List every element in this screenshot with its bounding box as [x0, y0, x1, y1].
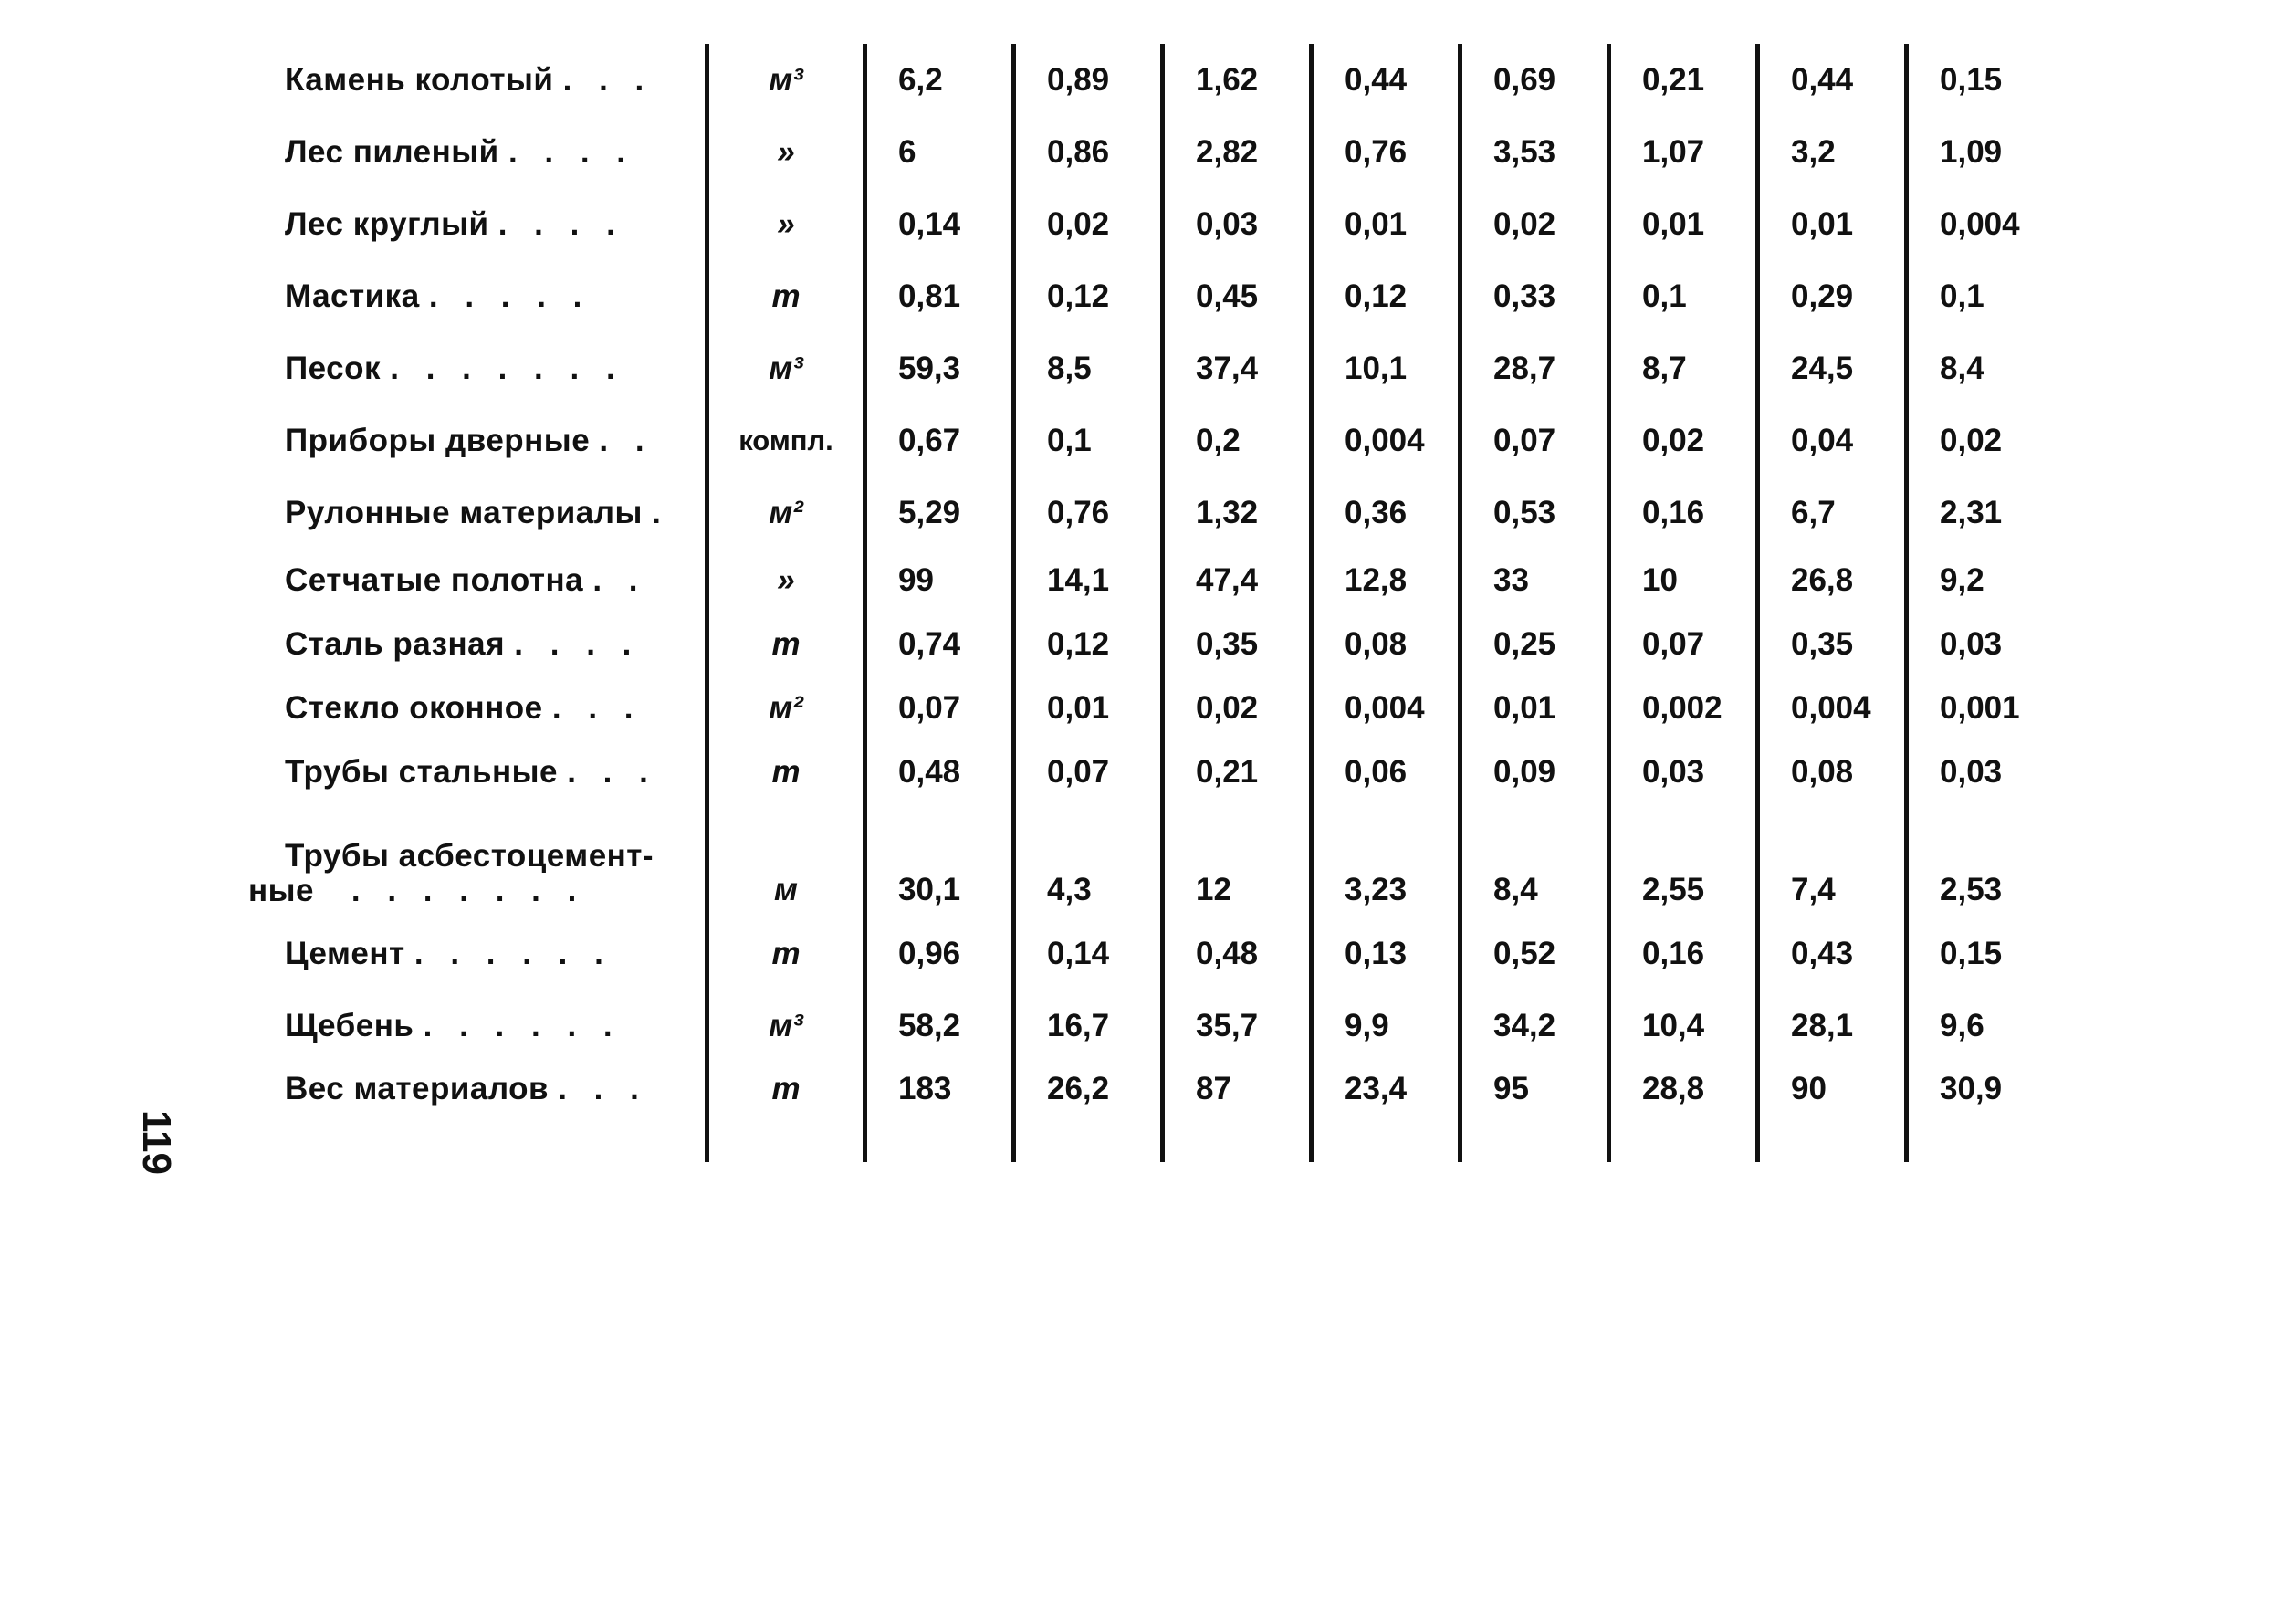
- material-name: Стекло оконное: [285, 690, 543, 726]
- value-cell: 0,12: [1312, 260, 1461, 332]
- table-row: [246, 260, 2080, 332]
- value-cell: 1,07: [1609, 116, 1758, 188]
- material-name-cell: [246, 44, 707, 116]
- value-cell: 0,01: [1312, 188, 1461, 260]
- value-cell: 2,31: [1907, 477, 2080, 549]
- value-cell: 0,45: [1163, 260, 1312, 332]
- material-name: Лес пиленый: [285, 133, 499, 170]
- table-row: [246, 549, 2080, 613]
- value-cell: 0,43: [1758, 917, 1907, 990]
- value-cell: 0,12: [1014, 260, 1163, 332]
- value-cell: 28,1: [1758, 990, 1907, 1062]
- value-cell: 30,9: [1907, 1062, 2080, 1162]
- value-cell: 0,02: [1907, 404, 2080, 477]
- value-cell: 3,2: [1758, 116, 1907, 188]
- value-cell: 0,69: [1461, 44, 1609, 116]
- value-cell: 0,004: [1312, 676, 1461, 740]
- material-name-cell: [246, 1062, 707, 1162]
- value-cell: 33: [1461, 549, 1609, 613]
- leader-dots: . .: [599, 422, 654, 458]
- material-name: Сетчатые полотна: [285, 562, 584, 598]
- table-row: [246, 44, 2080, 116]
- table-row: [246, 116, 2080, 188]
- value-cell: 0,76: [1312, 116, 1461, 188]
- value-cell: 0,12: [1014, 613, 1163, 676]
- value-cell: 0,36: [1312, 477, 1461, 549]
- value-cell: 2,55: [1609, 804, 1758, 917]
- value-cell: 0,25: [1461, 613, 1609, 676]
- table-row: [246, 332, 2080, 404]
- value-cell: 0,21: [1609, 44, 1758, 116]
- unit-cell: »: [707, 549, 865, 613]
- leader-dots: . . . . .: [428, 278, 592, 314]
- value-cell: 5,29: [865, 477, 1014, 549]
- value-cell: 0,89: [1014, 44, 1163, 116]
- materials-table: [246, 44, 2080, 1162]
- value-cell: 35,7: [1163, 990, 1312, 1062]
- leader-dots: . . .: [558, 1071, 648, 1106]
- value-cell: 1,32: [1163, 477, 1312, 549]
- value-cell: 0,29: [1758, 260, 1907, 332]
- value-cell: 0,1: [1609, 260, 1758, 332]
- value-cell: 0,14: [865, 188, 1014, 260]
- value-cell: 59,3: [865, 332, 1014, 404]
- value-cell: 0,48: [1163, 917, 1312, 990]
- material-name-cell: [246, 116, 707, 188]
- value-cell: 0,81: [865, 260, 1014, 332]
- unit-cell: »: [707, 188, 865, 260]
- value-cell: 0,09: [1461, 740, 1609, 804]
- value-cell: 0,02: [1163, 676, 1312, 740]
- leader-dots: . . . . . .: [414, 935, 613, 971]
- leader-dots: . . .: [551, 690, 643, 726]
- material-name: Рулонные материалы: [285, 494, 643, 530]
- value-cell: 1,62: [1163, 44, 1312, 116]
- value-cell: 0,44: [1758, 44, 1907, 116]
- value-cell: 1,09: [1907, 116, 2080, 188]
- value-cell: 0,02: [1609, 404, 1758, 477]
- value-cell: 0,08: [1758, 740, 1907, 804]
- value-cell: 30,1: [865, 804, 1014, 917]
- material-name: Цемент: [285, 935, 405, 971]
- leader-dots: . . . . . . .: [351, 873, 586, 908]
- value-cell: 4,3: [1014, 804, 1163, 917]
- material-name-cell: [246, 188, 707, 260]
- value-cell: 0,01: [1461, 676, 1609, 740]
- value-cell: 0,08: [1312, 613, 1461, 676]
- value-cell: 3,23: [1312, 804, 1461, 917]
- value-cell: 90: [1758, 1062, 1907, 1162]
- table-row: [246, 188, 2080, 260]
- leader-dots: . . . .: [514, 626, 641, 662]
- value-cell: 47,4: [1163, 549, 1312, 613]
- value-cell: 0,74: [865, 613, 1014, 676]
- material-name-cell: [246, 404, 707, 477]
- value-cell: 0,35: [1758, 613, 1907, 676]
- material-name: Мастика: [285, 278, 420, 314]
- value-cell: 2,82: [1163, 116, 1312, 188]
- unit-cell: компл.: [707, 404, 865, 477]
- unit-cell: м²: [707, 676, 865, 740]
- value-cell: 24,5: [1758, 332, 1907, 404]
- value-cell: 0,03: [1907, 613, 2080, 676]
- materials-table-body: [246, 44, 2080, 1162]
- value-cell: 0,04: [1758, 404, 1907, 477]
- material-name-cell: [246, 804, 707, 917]
- value-cell: 10: [1609, 549, 1758, 613]
- value-cell: 0,02: [1014, 188, 1163, 260]
- value-cell: 183: [865, 1062, 1014, 1162]
- material-name: Вес материалов: [285, 1071, 549, 1106]
- value-cell: 0,86: [1014, 116, 1163, 188]
- value-cell: 0,13: [1312, 917, 1461, 990]
- value-cell: 0,52: [1461, 917, 1609, 990]
- leader-dots: . . . . . .: [423, 1007, 622, 1043]
- table-row: [246, 477, 2080, 549]
- leader-dots: . . .: [567, 754, 657, 790]
- leader-dots: .: [652, 494, 670, 530]
- unit-cell: т: [707, 917, 865, 990]
- value-cell: 0,03: [1163, 188, 1312, 260]
- value-cell: 14,1: [1014, 549, 1163, 613]
- material-name: Щебень: [285, 1007, 414, 1043]
- value-cell: 0,2: [1163, 404, 1312, 477]
- value-cell: 28,8: [1609, 1062, 1758, 1162]
- material-name-cell: [246, 917, 707, 990]
- value-cell: 0,06: [1312, 740, 1461, 804]
- material-name: Камень колотый: [285, 61, 554, 98]
- materials-table-wrap: [246, 44, 2080, 1162]
- value-cell: 0,44: [1312, 44, 1461, 116]
- material-name-cell: [246, 990, 707, 1062]
- value-cell: 10,1: [1312, 332, 1461, 404]
- value-cell: 8,7: [1609, 332, 1758, 404]
- leader-dots: . . . .: [497, 205, 624, 242]
- leader-dots: . .: [592, 562, 647, 598]
- material-name: Лес круглый: [285, 205, 489, 242]
- value-cell: 0,03: [1609, 740, 1758, 804]
- value-cell: 58,2: [865, 990, 1014, 1062]
- unit-cell: т: [707, 740, 865, 804]
- value-cell: 0,03: [1907, 740, 2080, 804]
- value-cell: 6: [865, 116, 1014, 188]
- value-cell: 9,6: [1907, 990, 2080, 1062]
- unit-cell: м³: [707, 44, 865, 116]
- unit-cell: м: [707, 804, 865, 917]
- value-cell: 6,7: [1758, 477, 1907, 549]
- material-name-cell: [246, 477, 707, 549]
- value-cell: 9,9: [1312, 990, 1461, 1062]
- material-name: Песок: [285, 350, 382, 386]
- material-name: Трубы стальные: [285, 754, 558, 790]
- value-cell: 0,004: [1907, 188, 2080, 260]
- unit-cell: м³: [707, 990, 865, 1062]
- value-cell: 99: [865, 549, 1014, 613]
- value-cell: 0,07: [1014, 740, 1163, 804]
- value-cell: 6,2: [865, 44, 1014, 116]
- unit-cell: м³: [707, 332, 865, 404]
- page-number: 119: [134, 1110, 179, 1175]
- value-cell: 0,15: [1907, 917, 2080, 990]
- value-cell: 26,8: [1758, 549, 1907, 613]
- value-cell: 0,001: [1907, 676, 2080, 740]
- value-cell: 0,002: [1609, 676, 1758, 740]
- value-cell: 0,15: [1907, 44, 2080, 116]
- value-cell: 26,2: [1014, 1062, 1163, 1162]
- value-cell: 28,7: [1461, 332, 1609, 404]
- value-cell: 0,14: [1014, 917, 1163, 990]
- value-cell: 37,4: [1163, 332, 1312, 404]
- value-cell: 0,96: [865, 917, 1014, 990]
- unit-cell: т: [707, 1062, 865, 1162]
- value-cell: 3,53: [1461, 116, 1609, 188]
- value-cell: 0,07: [865, 676, 1014, 740]
- unit-cell: м²: [707, 477, 865, 549]
- table-row: [246, 740, 2080, 804]
- leader-dots: . . .: [562, 61, 654, 98]
- material-name: Приборы дверные: [285, 422, 591, 458]
- value-cell: 0,004: [1312, 404, 1461, 477]
- value-cell: 2,53: [1907, 804, 2080, 917]
- value-cell: 0,33: [1461, 260, 1609, 332]
- value-cell: 8,4: [1907, 332, 2080, 404]
- value-cell: 8,5: [1014, 332, 1163, 404]
- material-name: Сталь разная: [285, 626, 506, 662]
- unit-cell: т: [707, 613, 865, 676]
- value-cell: 7,4: [1758, 804, 1907, 917]
- table-row: [246, 990, 2080, 1062]
- value-cell: 34,2: [1461, 990, 1609, 1062]
- material-name: Трубы асбестоцемент-: [285, 838, 654, 874]
- value-cell: 0,1: [1907, 260, 2080, 332]
- table-row: [246, 613, 2080, 676]
- value-cell: 0,48: [865, 740, 1014, 804]
- table-row: [246, 804, 2080, 917]
- leader-dots: . . . .: [508, 133, 635, 170]
- value-cell: 0,02: [1461, 188, 1609, 260]
- value-cell: 23,4: [1312, 1062, 1461, 1162]
- material-name-cell: [246, 549, 707, 613]
- value-cell: 0,004: [1758, 676, 1907, 740]
- value-cell: 16,7: [1014, 990, 1163, 1062]
- value-cell: 0,16: [1609, 477, 1758, 549]
- material-name-cell: [246, 260, 707, 332]
- value-cell: 8,4: [1461, 804, 1609, 917]
- table-row: [246, 676, 2080, 740]
- value-cell: 0,01: [1014, 676, 1163, 740]
- value-cell: 95: [1461, 1062, 1609, 1162]
- table-row: [246, 917, 2080, 990]
- value-cell: 0,07: [1461, 404, 1609, 477]
- material-name-cell: [246, 613, 707, 676]
- value-cell: 0,67: [865, 404, 1014, 477]
- value-cell: 12: [1163, 804, 1312, 917]
- value-cell: 10,4: [1609, 990, 1758, 1062]
- unit-cell: т: [707, 260, 865, 332]
- material-name-cell: [246, 676, 707, 740]
- value-cell: 0,76: [1014, 477, 1163, 549]
- leader-dots: . . . . . . .: [390, 350, 624, 386]
- value-cell: 87: [1163, 1062, 1312, 1162]
- material-name-cell: [246, 740, 707, 804]
- table-row: [246, 1062, 2080, 1162]
- value-cell: 0,01: [1758, 188, 1907, 260]
- value-cell: 0,1: [1014, 404, 1163, 477]
- value-cell: 0,35: [1163, 613, 1312, 676]
- unit-cell: »: [707, 116, 865, 188]
- material-name-cell: [246, 332, 707, 404]
- value-cell: 0,07: [1609, 613, 1758, 676]
- value-cell: 0,16: [1609, 917, 1758, 990]
- value-cell: 12,8: [1312, 549, 1461, 613]
- material-name-continuation: ные: [248, 873, 314, 908]
- value-cell: 0,01: [1609, 188, 1758, 260]
- value-cell: 0,21: [1163, 740, 1312, 804]
- value-cell: 0,53: [1461, 477, 1609, 549]
- value-cell: 9,2: [1907, 549, 2080, 613]
- table-row: [246, 404, 2080, 477]
